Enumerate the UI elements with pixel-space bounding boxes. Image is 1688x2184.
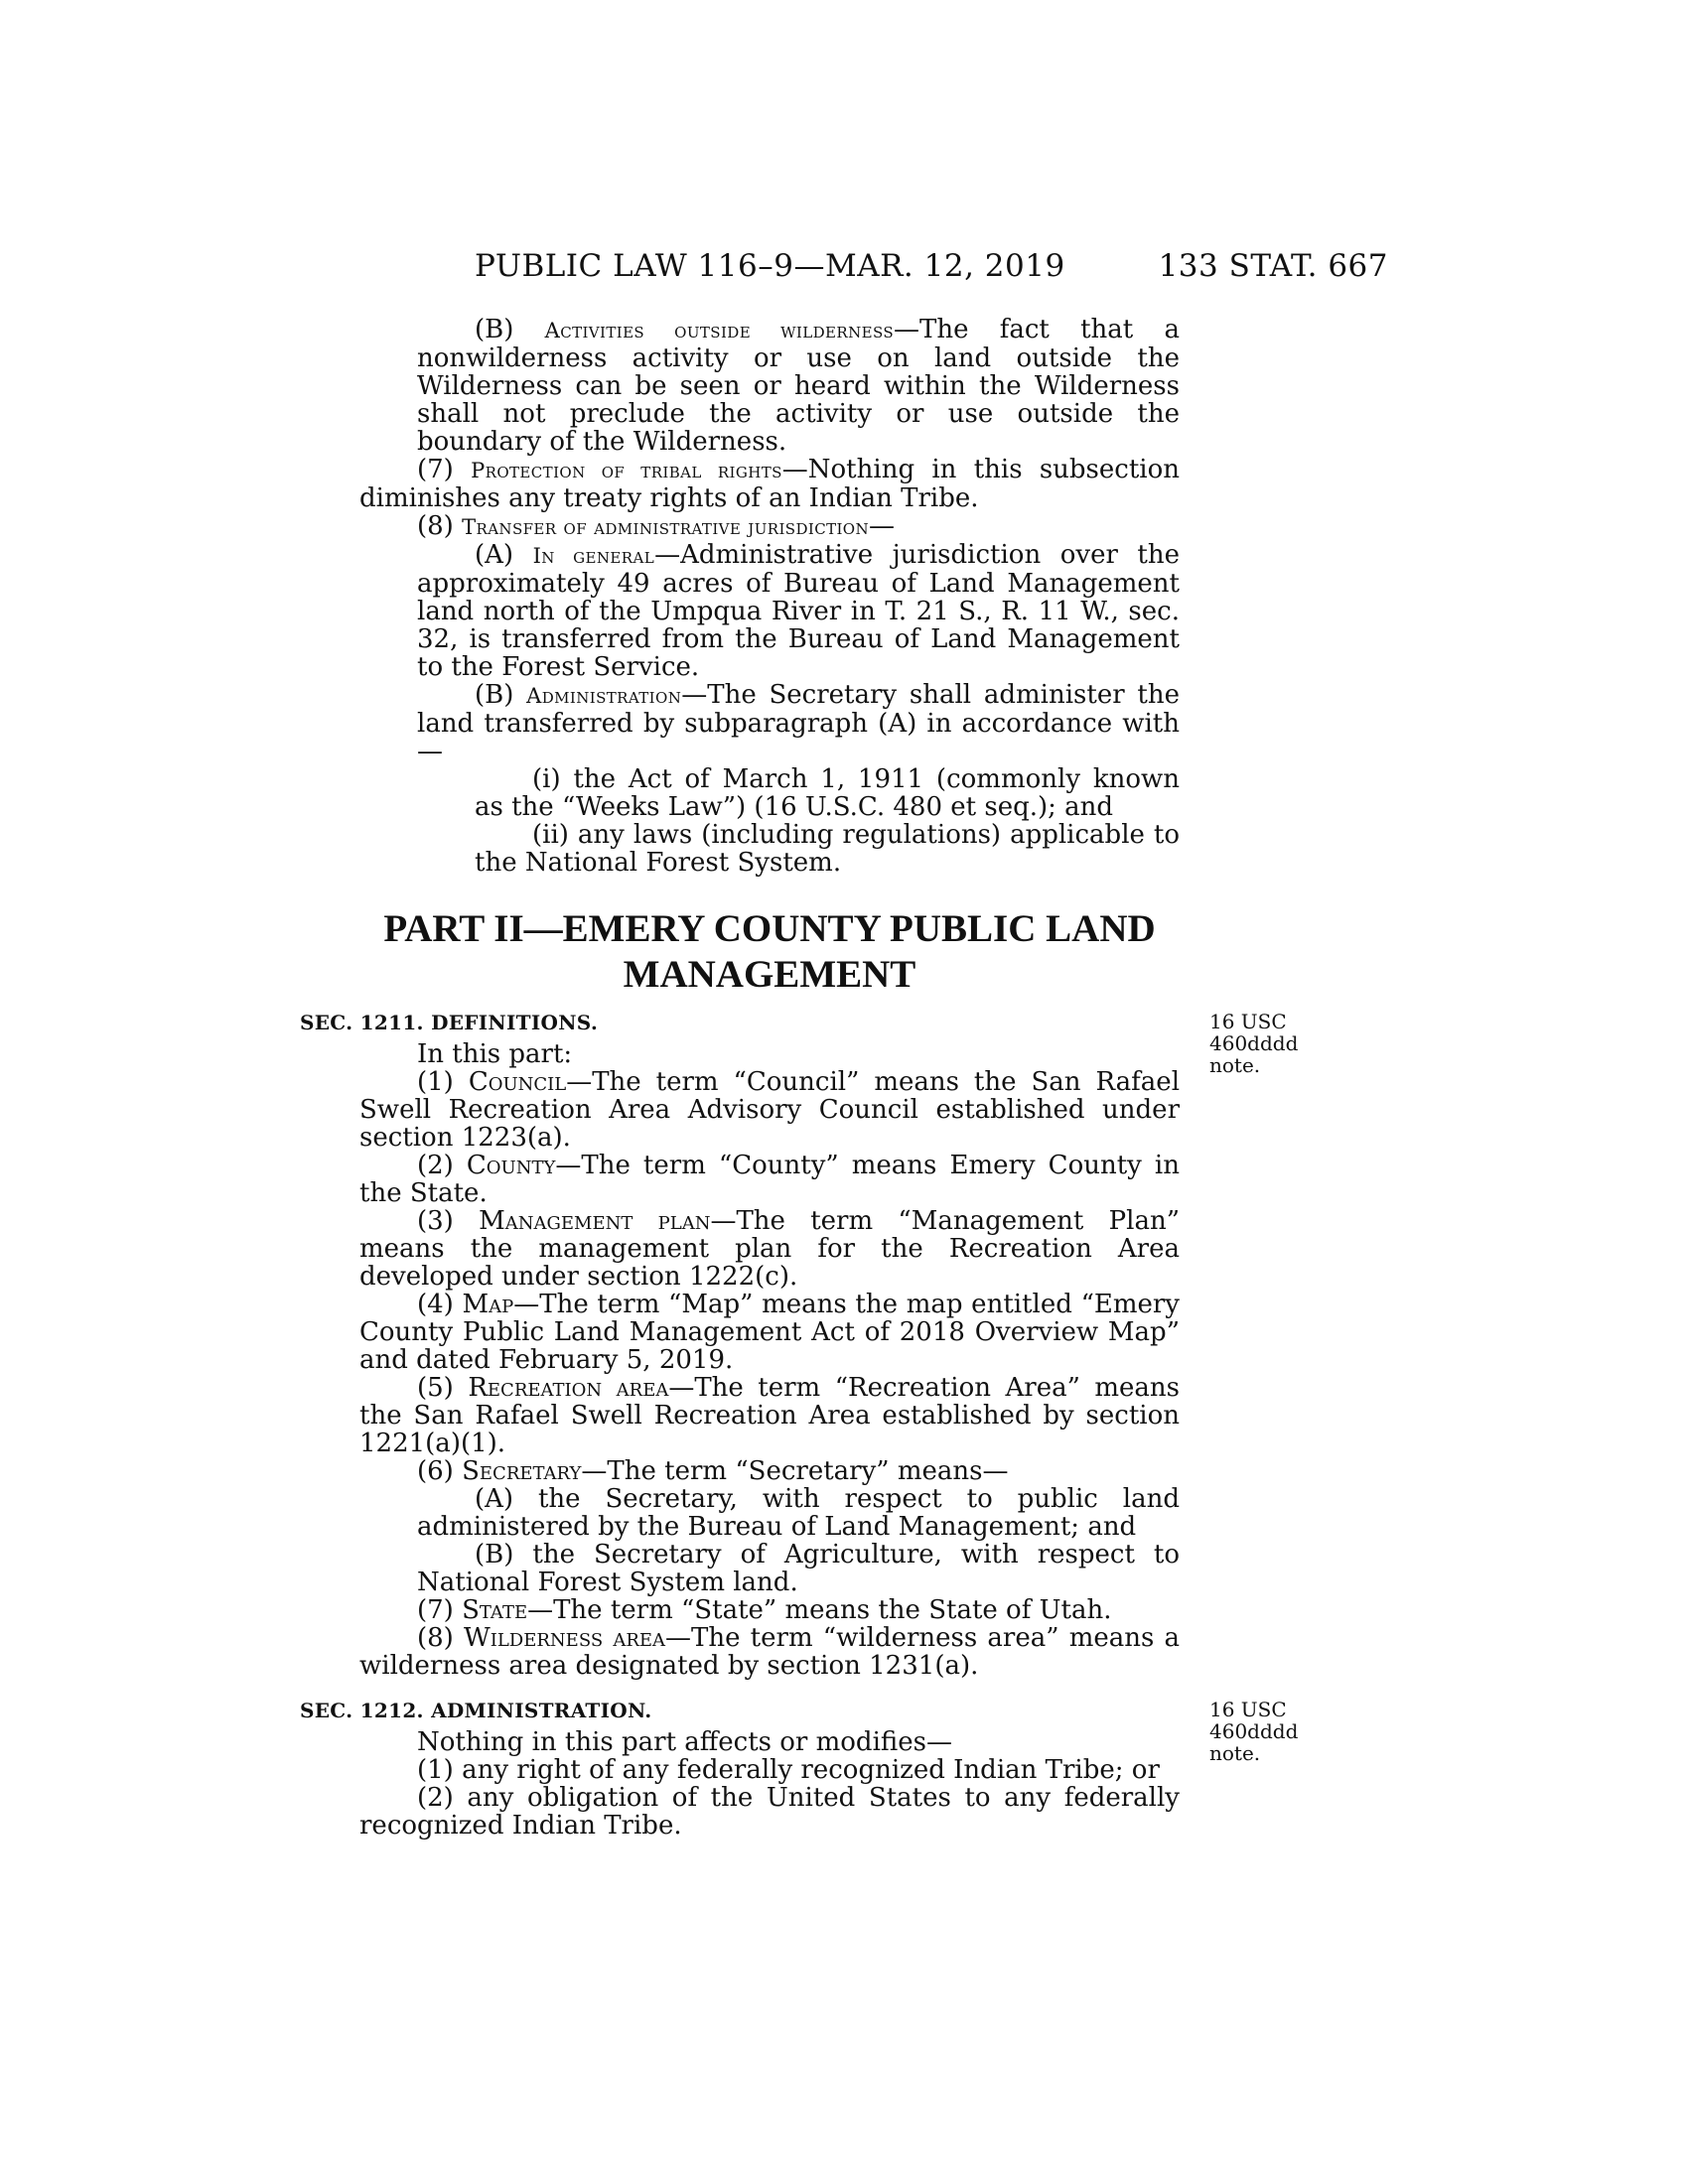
- heading-transfer-jurisdiction: Transfer of administrative jurisdiction: [462, 515, 870, 539]
- definition-wilderness-area: (8) Wilderness area—The term “wilderness area” means a wilderness area designated by section 1231(a).: [359, 1623, 1180, 1681]
- header-stat-page: 133 STAT. 667: [1158, 248, 1388, 284]
- heading-activities-outside-wilderness: Activities outside wilderness: [544, 319, 895, 342]
- definition-secretary: (6) Secretary—The term “Secretary” means—: [417, 1456, 1009, 1486]
- paragraph-b-activities: (B) Activities outside wilderness—The fact that a nonwilderness activity or use on land outside the Wilderness can be seen or heard within the Wilderness shall not preclude the activity or use outside the boundary of the Wilderness.: [417, 315, 1180, 457]
- part-heading: PART II—EMERY COUNTY PUBLIC LAND MANAGEMENT: [383, 907, 1156, 996]
- paragraph-8-transfer: (8) Transfer of administrative jurisdiction—: [417, 511, 896, 541]
- paragraph-8b-administration: (B) Administration—The Secretary shall administer the land transferred by subparagraph (A) in accordance with—: [417, 680, 1180, 766]
- item-2-obligation: (2) any obligation of the United States to any federally recognized Indian Tribe.: [359, 1783, 1180, 1841]
- margin-note-1211: 16 USC 460dddd note.: [1209, 1010, 1299, 1077]
- heading-administration: Administration: [526, 684, 682, 708]
- section-1211-body: [359, 1040, 1180, 1680]
- heading-in-general: In general: [532, 544, 655, 568]
- running-header: [475, 248, 1388, 288]
- definition-recreation-area: (5) Recreation area—The term “Recreation Area” means the San Rafael Swell Recreation Area established by section 1221(a)(1).: [359, 1373, 1180, 1458]
- section-1212-body: [359, 1728, 1180, 1840]
- section-1212-intro: Nothing in this part affects or modifies—: [417, 1727, 952, 1757]
- continuation-block: [359, 316, 1180, 877]
- clause-i-weeks-law: (i) the Act of March 1, 1911 (commonly known as the “Weeks Law”) (16 U.S.C. 480 et seq.); and: [475, 764, 1180, 822]
- section-1211-intro: In this part:: [417, 1039, 573, 1069]
- paragraph-8a-general: (A) In general—Administrative jurisdiction over the approximately 49 acres of Bureau of Land Management land north of the Umpqua River in T. 21 S., R. 11 W., sec. 32, is transferred from the Bureau of Land Management to the Forest Service.: [417, 540, 1181, 682]
- definition-management-plan: (3) Management plan—The term “Management Plan” means the management plan for the Recreation Area developed under section 1222(c).: [359, 1206, 1180, 1292]
- heading-protection-tribal-rights: Protection of tribal rights: [471, 459, 782, 482]
- paragraph-7-tribal-rights: (7) Protection of tribal rights—Nothing in this subsection diminishes any treaty rights of an Indian Tribe.: [359, 455, 1180, 513]
- definition-secretary-a: (A) the Secretary, with respect to public land administered by the Bureau of Land Management; and: [417, 1484, 1180, 1542]
- definition-state: (7) State—The term “State” means the State of Utah.: [417, 1595, 1112, 1625]
- item-1-indian-tribe-right: (1) any right of any federally recognized Indian Tribe; or: [417, 1755, 1160, 1785]
- definition-map: (4) Map—The term “Map” means the map entitled “Emery County Public Land Management Act of 2018 Overview Map” and dated February 5, 2019.: [359, 1290, 1180, 1375]
- definition-county: (2) County—The term “County” means Emery County in the State.: [359, 1151, 1180, 1208]
- clause-ii-laws: (ii) any laws (including regulations) applicable to the National Forest System.: [475, 820, 1180, 878]
- section-1212-heading: SEC. 1212. ADMINISTRATION.: [300, 1699, 652, 1722]
- definition-council: (1) Council—The term “Council” means the San Rafael Swell Recreation Area Advisory Council established under section 1223(a).: [359, 1067, 1181, 1153]
- margin-note-1212: 16 USC 460dddd note.: [1209, 1698, 1299, 1765]
- section-1211-heading: SEC. 1211. DEFINITIONS.: [300, 1011, 599, 1034]
- definition-secretary-b: (B) the Secretary of Agriculture, with respect to National Forest System land.: [417, 1540, 1180, 1597]
- header-public-law: PUBLIC LAW 116–9—MAR. 12, 2019: [475, 248, 1065, 284]
